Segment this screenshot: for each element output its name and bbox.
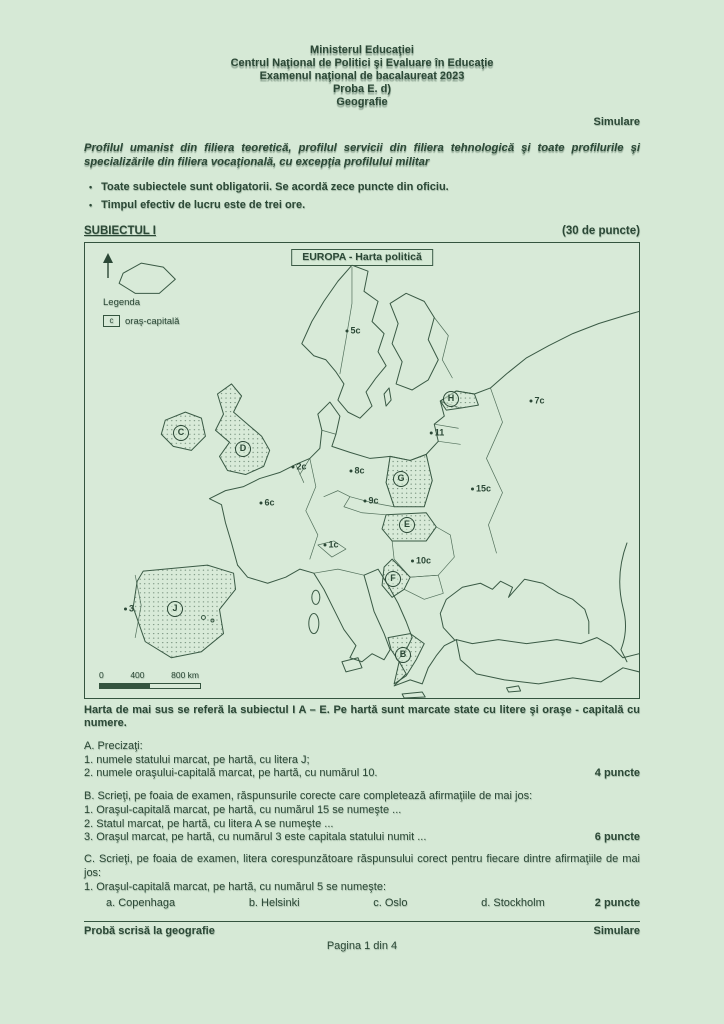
section-c-title: C. Scrieţi, pe foaia de examen, litera corespunzătoare răspunsului corect pentru fiecare dintre afirmaţiile de mai jos: [84,853,640,879]
map-number-marker [363,495,378,506]
scale-labels [99,670,199,680]
bullet-icon: • [89,181,93,192]
section-c [84,853,640,910]
city-dot-icon [291,465,294,468]
section-b-title: B. Scrieţi, pe foaia de examen, răspunsurile corecte care completează afirmaţiile de mai jos: [84,789,533,802]
north-arrow-icon [100,253,116,283]
section-b-item: 1. Oraşul-capitală marcat, pe hartă, cu numărul 15 se numeşte ... [84,804,402,817]
section-b-item-row [84,831,640,844]
legend-title: Legenda [103,296,140,308]
answer-options [84,897,585,910]
map-letter-marker: B [395,647,411,663]
map-number-marker [430,427,445,438]
marker-label: 1c [328,539,339,550]
subject1-points: (30 de puncte) [562,224,640,237]
page-footer [84,921,640,954]
map-caption: Harta de mai sus se referă la subiectul I A – E. Pe hartă sunt marcate state cu litere şi oraşe - capitală cu numere. [84,703,640,730]
section-c-points: 2 puncte [594,896,640,909]
marker-label: 5c [350,325,361,336]
section-a-item: 1. numele statului marcat, pe hartă, cu litera J; [84,754,310,767]
marker-label: 10c [415,555,432,566]
scale-mid: 400 [130,670,145,681]
section-c-question: 1. Oraşul-capitală marcat, pe hartă, cu numărul 5 se numeşte: [84,881,387,894]
city-dot-icon [529,399,532,402]
center-line: Centrul Naţional de Politici şi Evaluare în Educaţie [230,57,494,69]
footer-right: Simulare [593,925,640,938]
map-number-marker [259,497,274,508]
map-letter-marker: J [167,601,183,617]
city-dot-icon [124,607,127,610]
ministry-line: Ministerul Educaţiei [310,44,414,56]
map-letter-marker: C [173,425,189,441]
map-number-marker [124,603,134,614]
map-letter-marker: E [399,517,415,533]
note-line [84,181,640,194]
marker-label: 3 [128,603,135,614]
map-number-marker [471,483,491,494]
map-letter-marker: H [443,391,459,407]
city-dot-icon [363,499,366,502]
session-label: Simulare [593,116,640,128]
legend-item [103,315,179,327]
capital-symbol-icon: c [103,315,120,327]
marker-label: 2c [296,461,307,472]
exam-title: Examenul naţional de bacalaureat 2023 [259,70,465,82]
map-letter-marker: F [385,571,401,587]
profile-note: Profilul umanist din filiera teoretică, profilul servicii din filiera tehnologică şi toate profilurile şi specializările din filiera vocaţională, cu excepţia profilului militar [84,142,640,169]
map-number-marker [291,461,306,472]
option-a: a. Copenhaga [106,896,176,909]
map-letter-marker: D [235,441,251,457]
general-notes [84,181,640,213]
discipline-line: Geografie [336,96,388,108]
scale-end: 800 km [171,670,199,681]
city-dot-icon [259,501,262,504]
option-c: c. Oslo [373,896,408,909]
map-scale [99,670,201,688]
document-header [84,44,640,109]
footer-page-number: Pagina 1 din 4 [326,940,398,953]
marker-label: 11 [434,427,445,438]
legend-label: oraş-capitală [125,315,180,327]
section-a [84,740,640,781]
footer-left: Probă scrisă la geografie [84,925,215,938]
subject1-heading [84,224,640,238]
scale-bar [99,683,201,689]
city-dot-icon [349,469,352,472]
subject1-title: SUBIECTUL I [84,224,156,237]
city-dot-icon [323,543,326,546]
city-dot-icon [345,329,348,332]
map-title: EUROPA - Harta politică [291,249,433,266]
note-text: Toate subiectele sunt obligatorii. Se acordă zece puncte din oficiu. [101,180,449,193]
marker-label: 6c [264,497,275,508]
city-dot-icon [411,559,414,562]
section-b [84,790,640,845]
map-letter-marker: G [393,471,409,487]
section-a-title: A. Precizaţi: [84,739,143,752]
map-number-marker [529,395,544,406]
footer-row [84,925,640,938]
section-b-item: 2. Statul marcat, pe hartă, cu litera A se numeşte ... [84,817,334,830]
section-a-item-row [84,767,640,780]
marker-label: 15c [475,483,492,494]
note-text: Timpul efectiv de lucru este de trei ore. [101,199,306,212]
map-legend [103,297,179,328]
section-b-points: 6 puncte [594,831,640,844]
europe-map [84,242,640,699]
bullet-icon: • [89,200,93,211]
section-b-item: 3. Oraşul marcat, pe hartă, cu numărul 3 este capitala statului numit ... [84,831,427,844]
section-c-options-row [84,897,640,910]
option-b: b. Helsinki [248,896,300,909]
map-number-marker [345,325,360,336]
scale-zero: 0 [99,670,104,681]
city-dot-icon [430,431,433,434]
proba-line: Proba E. d) [332,83,392,95]
map-number-marker [323,539,338,550]
marker-label: 7c [534,395,545,406]
note-line [84,199,640,212]
map-number-marker [349,465,364,476]
section-a-points: 4 puncte [594,767,640,780]
city-dot-icon [471,487,474,490]
section-a-item: 2. numele oraşului-capitală marcat, pe hartă, cu numărul 10. [84,767,378,780]
map-number-marker [411,555,431,566]
marker-label: 8c [354,465,365,476]
option-d: d. Stockholm [481,896,545,909]
marker-label: 9c [368,495,379,506]
